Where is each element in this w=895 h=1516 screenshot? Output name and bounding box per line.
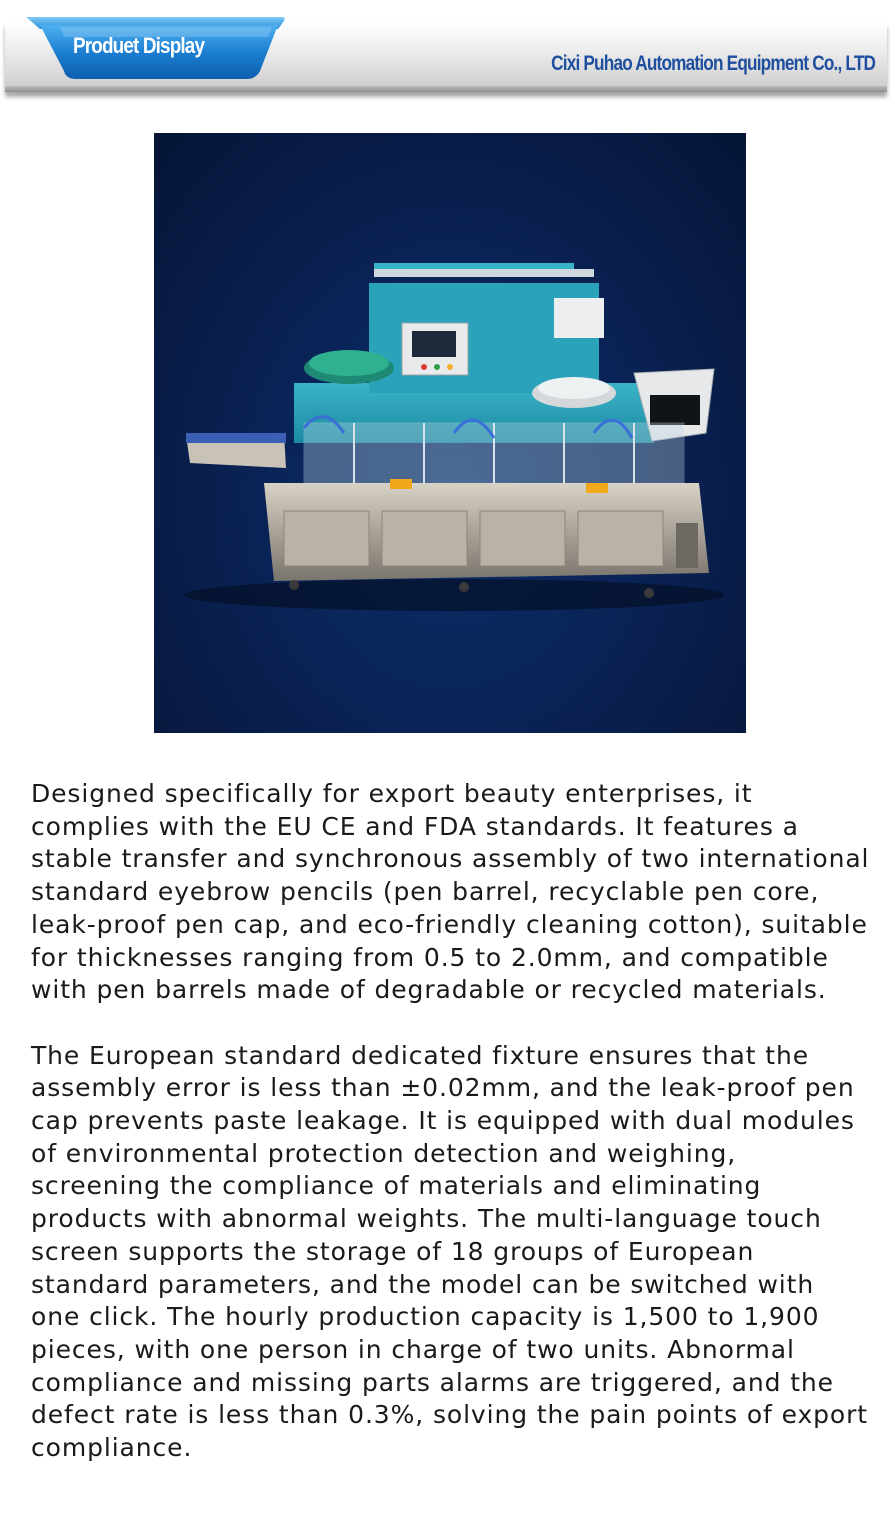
banner-bottom-rule xyxy=(5,86,887,92)
assembly-machine-illustration xyxy=(154,133,746,733)
product-description xyxy=(31,778,871,1465)
description-paragraph: Designed specifically for export beauty enterprises, it complies with the EU CE and FDA standards. It features a stable transfer and synchronous assembly of two international standard eyebrow pencils (pen barrel, recyclable pen core, leak-proof pen cap, and eco-friendly cleaning cotton), suitable for thicknesses ranging from 0.5 to 2.0mm, and compatible with pen barrels made of degradable or recycled materials. xyxy=(31,779,870,1005)
company-name: Cixi Puhao Automation Equipment Co., LTD xyxy=(550,52,875,75)
section-tab xyxy=(20,15,290,81)
product-photo xyxy=(154,133,746,733)
section-tab-label: Produet Display xyxy=(73,33,205,58)
description-paragraph: The European standard dedicated fixture ensures that the assembly error is less than ±0.02mm, and the leak-proof pen cap prevents paste leakage. It is equipped with dual modules of environmental protection detection and weighing, screening the compliance of materials and eliminating products with abnormal weights. The multi-language touch screen supports the storage of 18 groups of European standard parameters, and the model can be switched with one click. The hourly production capacity is 1,500 to 1,900 pieces, with one person in charge of two units. Abnormal compliance and missing parts alarms are triggered, and the defect rate is less than 0.3%, solving the pain points of export compliance. xyxy=(31,1040,868,1463)
